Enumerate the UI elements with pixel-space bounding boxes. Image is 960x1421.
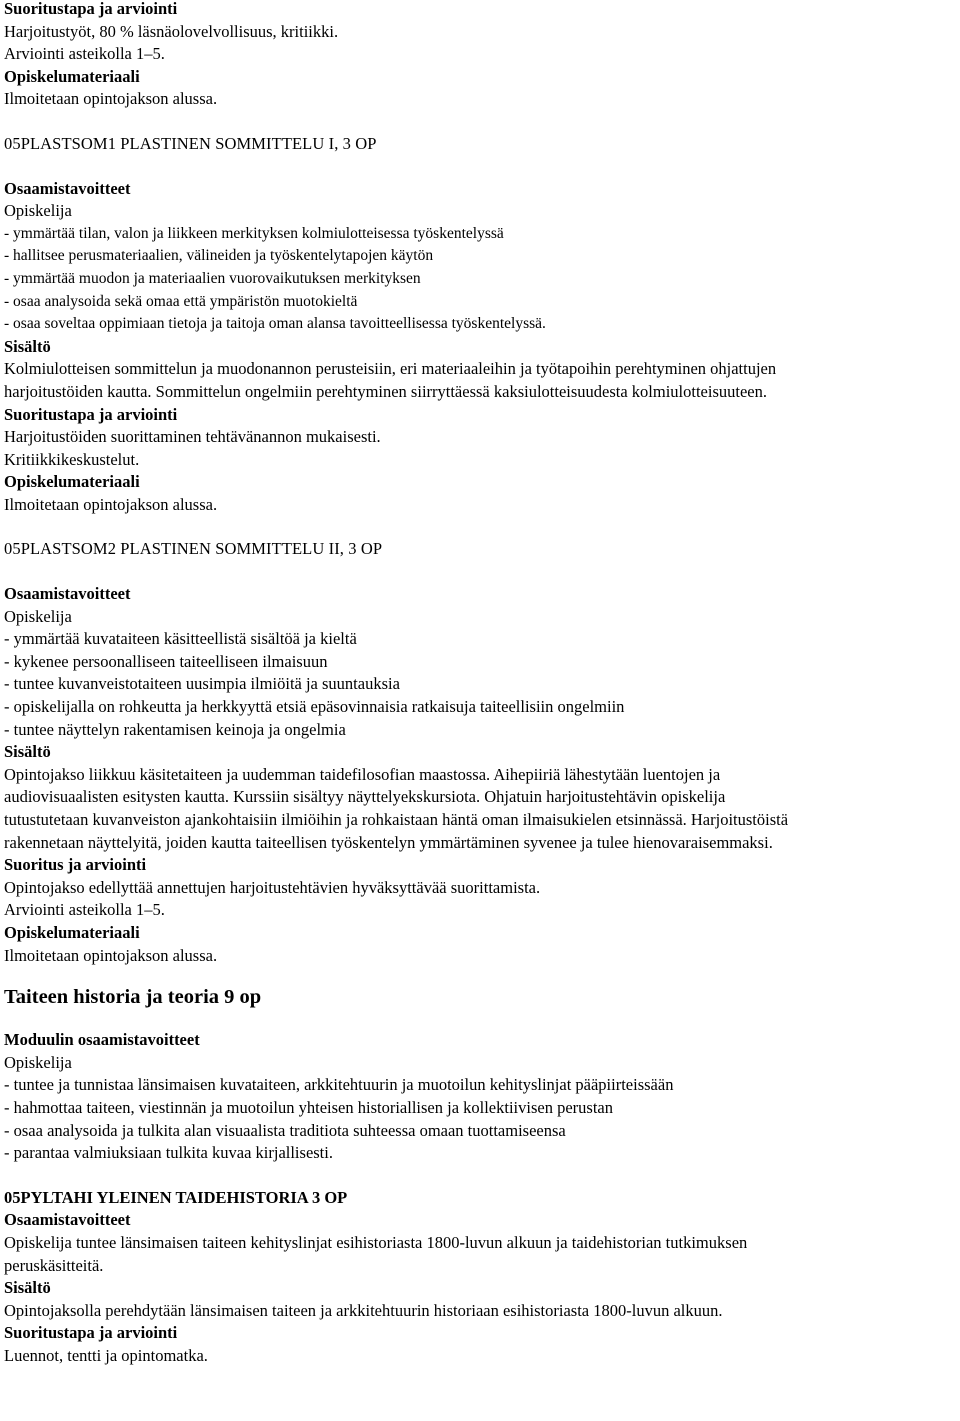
- text-line: rakennetaan näyttelyitä, joiden kautta taiteellisen työskentelyn ymmärtäminen syvenee ja tulee hienovaraisemmaksi.: [4, 832, 773, 852]
- list-item: - parantaa valmiuksiaan tulkita kuvaa kirjallisesti.: [4, 1143, 333, 1163]
- heading-opiskelumateriaali: Opiskelumateriaali: [4, 66, 140, 86]
- heading-sisalto: Sisältö: [4, 742, 51, 762]
- heading-opiskelumateriaali: Opiskelumateriaali: [4, 472, 140, 492]
- list-item: - ymmärtää kuvataiteen käsitteellistä sisältöä ja kieltä: [4, 629, 357, 649]
- list-item: - tuntee näyttelyn rakentamisen keinoja ja ongelmia: [4, 719, 346, 739]
- text-line: Harjoitustyöt, 80 % läsnäolovelvollisuus, kritiikki.: [4, 21, 339, 41]
- course-title: 05PYLTAHI YLEINEN TAIDEHISTORIA 3 OP: [4, 1187, 348, 1207]
- text-line: audiovisuaalisten esitysten kautta. Kurssiin sisältyy näyttelyekskursiota. Ohjatuin harjoitustehtävin opiskelija: [4, 787, 726, 807]
- text-opiskelija: Opiskelija: [4, 606, 72, 626]
- text-line: Kolmiulotteisen sommittelun ja muodonannon perusteisiin, eri materiaaleihin ja työtapoihin perehtyminen ohjattujen: [4, 359, 777, 379]
- text-line: Opiskelija tuntee länsimaisen taiteen kehityslinjat esihistoriasta 1800-luvun alkuun ja taidehistorian tutkimuksen: [4, 1232, 748, 1252]
- heading-suoritustapa: Suoritustapa ja arviointi: [4, 0, 178, 18]
- list-item: - osaa soveltaa oppimiaan tietoja ja taitoja oman alansa tavoitteellisessa työskentelyssä.: [4, 315, 546, 333]
- list-item: - ymmärtää tilan, valon ja liikkeen merkityksen kolmiulotteisessa työskentelyssä: [4, 224, 504, 242]
- text-line: tutustutetaan kuvanveiston ajankohtaisiin ilmiöihin ja rohkaistaan häntä oman ilmaisukielen etsinnässä. Harjoitustöistä: [4, 810, 789, 829]
- list-item: - hahmottaa taiteen, viestinnän ja muotoilun yhteisen historiallisen ja kollektiivisen perustan: [4, 1097, 613, 1117]
- text-line: harjoitustöiden kautta. Sommittelun ongelmiin perehtyminen siirryttäessä kaksiulotteisuudesta kolmiulotteisuuteen.: [4, 381, 767, 401]
- heading-osaamistavoitteet: Osaamistavoitteet: [4, 178, 131, 198]
- heading-osaamistavoitteet: Osaamistavoitteet: [4, 1210, 131, 1230]
- list-item: - hallitsee perusmateriaalien, välineiden ja työskentelytapojen käytön: [4, 247, 434, 265]
- heading-opiskelumateriaali: Opiskelumateriaali: [4, 922, 140, 942]
- text-line: Luennot, tentti ja opintomatka.: [4, 1345, 208, 1365]
- document-page: [4, 0, 956, 1367]
- list-item: - ymmärtää muodon ja materiaalien vuorovaikutuksen merkityksen: [4, 269, 421, 287]
- text-line: peruskäsitteitä.: [4, 1255, 104, 1275]
- list-item: - tuntee kuvanveistotaiteen uusimpia ilmiöitä ja suuntauksia: [4, 674, 400, 694]
- text-line: Kritiikkikeskustelut.: [4, 449, 140, 469]
- list-item: - osaa analysoida ja tulkita alan visuaalista traditiota suhteessa omaan tuottamiseensa: [4, 1120, 566, 1140]
- text-line: Opintojaksolla perehdytään länsimaisen taiteen ja arkkitehtuurin historiaan esihistoriasta 1800-luvun alkuun.: [4, 1300, 723, 1320]
- course-plastinen-sommittelu-1: [4, 133, 956, 517]
- course-title: 05PLASTSOM1 PLASTINEN SOMMITTELU I, 3 OP: [4, 133, 377, 153]
- list-item: - osaa analysoida sekä omaa että ympäristön muotokieltä: [4, 292, 358, 310]
- heading-moduulin-osaamistavoitteet: Moduulin osaamistavoitteet: [4, 1030, 200, 1050]
- text-opiskelija: Opiskelija: [4, 1052, 72, 1072]
- course-yleinen-taidehistoria: [4, 1187, 956, 1368]
- text-line: Opintojakso liikkuu käsitetaiteen ja uudemman taidefilosofian maastossa. Aihepiiriä lähestytään luentojen ja: [4, 764, 721, 784]
- heading-osaamistavoitteet: Osaamistavoitteet: [4, 584, 131, 604]
- course-plastinen-sommittelu-2: [4, 538, 956, 967]
- heading-suoritus: Suoritus ja arviointi: [4, 855, 147, 875]
- module-title: Taiteen historia ja teoria 9 op: [4, 986, 262, 1009]
- module-taiteen-historia: [4, 985, 956, 1165]
- text-line: Ilmoitetaan opintojakson alussa.: [4, 89, 218, 109]
- text-line: Ilmoitetaan opintojakson alussa.: [4, 494, 218, 514]
- text-line: Harjoitustöiden suorittaminen tehtävänannon mukaisesti.: [4, 427, 381, 447]
- list-item: - opiskelijalla on rohkeutta ja herkkyyttä etsiä epäsovinnaisia ratkaisuja taiteellisiin ongelmiin: [4, 697, 625, 717]
- text-line: Arviointi asteikolla 1–5.: [4, 900, 165, 920]
- heading-sisalto: Sisältö: [4, 1278, 51, 1298]
- list-item: - kykenee persoonalliseen taiteelliseen ilmaisuun: [4, 651, 328, 671]
- text-opiskelija: Opiskelija: [4, 201, 72, 221]
- text-line: Ilmoitetaan opintojakson alussa.: [4, 945, 218, 965]
- heading-sisalto: Sisältö: [4, 336, 51, 356]
- list-item: - tuntee ja tunnistaa länsimaisen kuvataiteen, arkkitehtuurin ja muotoilun kehityslinjat pääpiirteissään: [4, 1075, 674, 1095]
- text-line: Opintojakso edellyttää annettujen harjoitustehtävien hyväksyttävää suorittamista.: [4, 877, 541, 897]
- text-line: Arviointi asteikolla 1–5.: [4, 44, 165, 64]
- heading-suoritustapa: Suoritustapa ja arviointi: [4, 1323, 178, 1343]
- course-title: 05PLASTSOM2 PLASTINEN SOMMITTELU II, 3 OP: [4, 539, 383, 559]
- heading-suoritustapa: Suoritustapa ja arviointi: [4, 404, 178, 424]
